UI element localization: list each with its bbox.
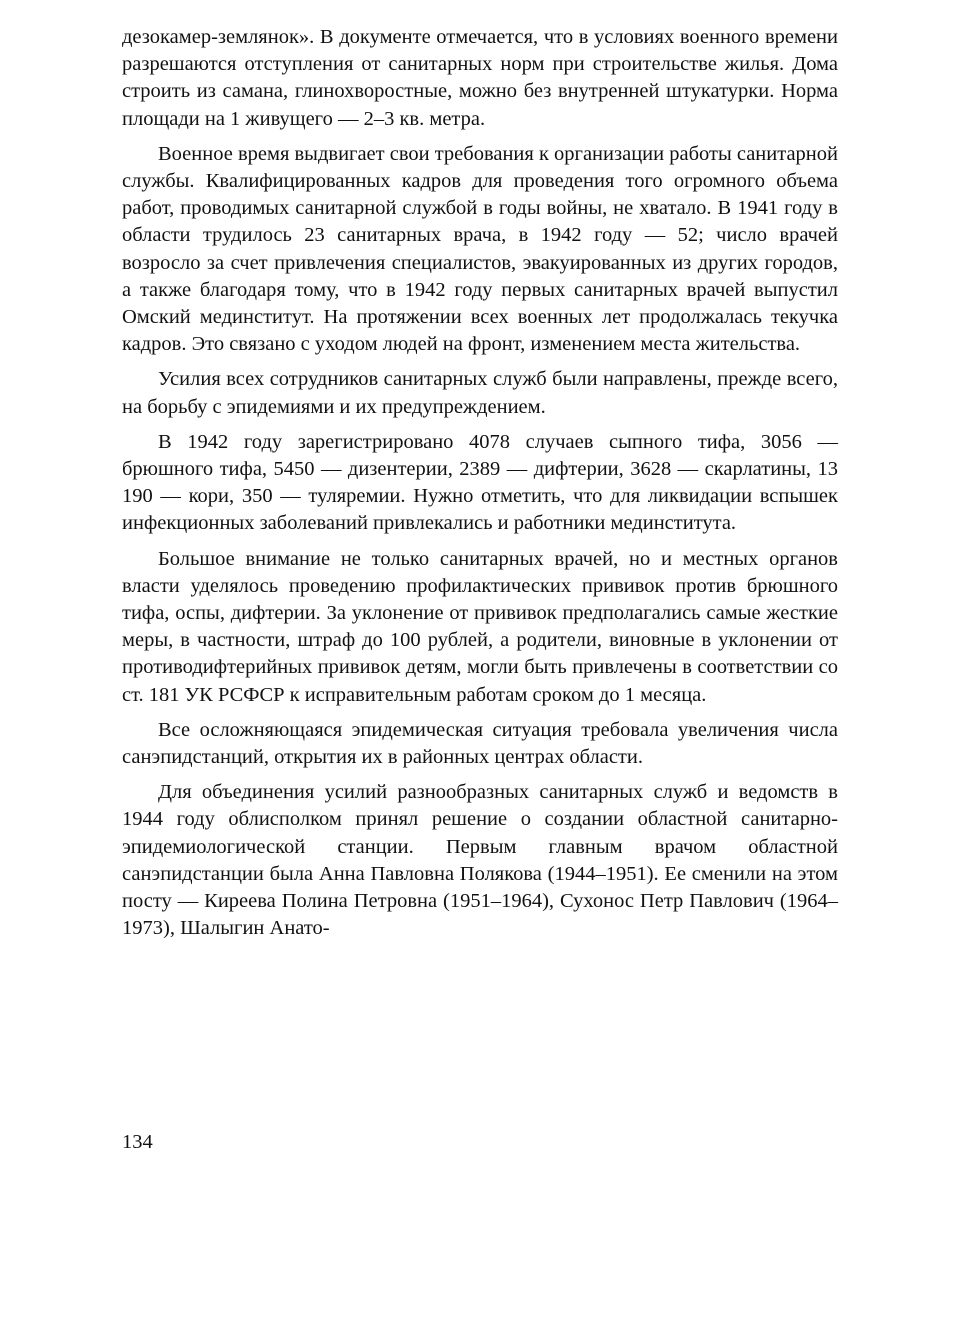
page-body [122, 24, 838, 951]
paragraph-sanepid-growth: Все осложняющаяся эпидемическая ситуация требовала увеличения числа санэпидстанций, открытия их в районных центрах области. [122, 718, 838, 769]
paragraph-epidemics-effort: Усилия всех сотрудников санитарных служб были направлены, прежде всего, на борьбу с эпидемиями и их предупреждением. [122, 368, 838, 418]
paragraph-1942-cases: В 1942 году зарегистрировано 4078 случаев сыпного тифа, 3056 — брюшного тифа, 5450 — дизентерии, 2389 — дифтерии, 3628 — скарлатины, 13 190 — кори, 350 — туляремии. Нужно отметить, что для ликвидации вспышек инфекционных заболеваний привлекались и работники мединститута. [122, 430, 838, 535]
paragraph-vaccinations: Большое внимание не только санитарных врачей, но и местных органов власти уделялось проведению профилактических прививок против брюшного тифа, оспы, дифтерии. За уклонение от прививок предполагались самые жесткие меры, в частности, штраф до 100 рублей, а родители, виновные в уклонении от противодифтерийных прививок детям, могли быть привлечены в соответствии со ст. 181 УК РСФСР к исправительным работам сроком до 1 месяца. [122, 547, 838, 706]
page-number: 134 [122, 1131, 153, 1153]
paragraph-regional-station: Для объединения усилий разнообразных санитарных служб и ведомств в 1944 году облисполком принял решение о создании областной санитарно-эпидемиологической станции. Первым главным врачом областной санэпидстанции была Анна Павловна Полякова (1944–1951). Ее сменили на этом посту — Киреева Полина Петровна (1951–1964), Сухонос Петр Павлович (1964–1973), Шалыгин Анато- [122, 781, 838, 940]
paragraph-continuation: дезокамер-землянок». В документе отмечается, что в условиях военного времени разрешаются отступления от санитарных норм при строительстве жилья. Дома строить из самана, глинохворостные, можно без внутренней штукатурки. Норма площади на 1 живущего — 2–3 кв. метра. [122, 26, 838, 130]
paragraph-wartime-staff: Военное время выдвигает свои требования к организации работы санитарной службы. Квалифицированных кадров для проведения того огромного объема работ, проводимых санитарной службой в годы войны, не хватало. В 1941 году в области трудилось 23 санитарных врача, в 1942 году — 52; число врачей возросло за счет привлечения специалистов, эвакуированных из других городов, а также благодаря тому, что в 1942 году первых санитарных врачей выпустил Омский мединститут. На протяжении всех военных лет продолжалась текучка кадров. Это связано с уходом людей на фронт, изменением места жительства. [122, 142, 838, 356]
